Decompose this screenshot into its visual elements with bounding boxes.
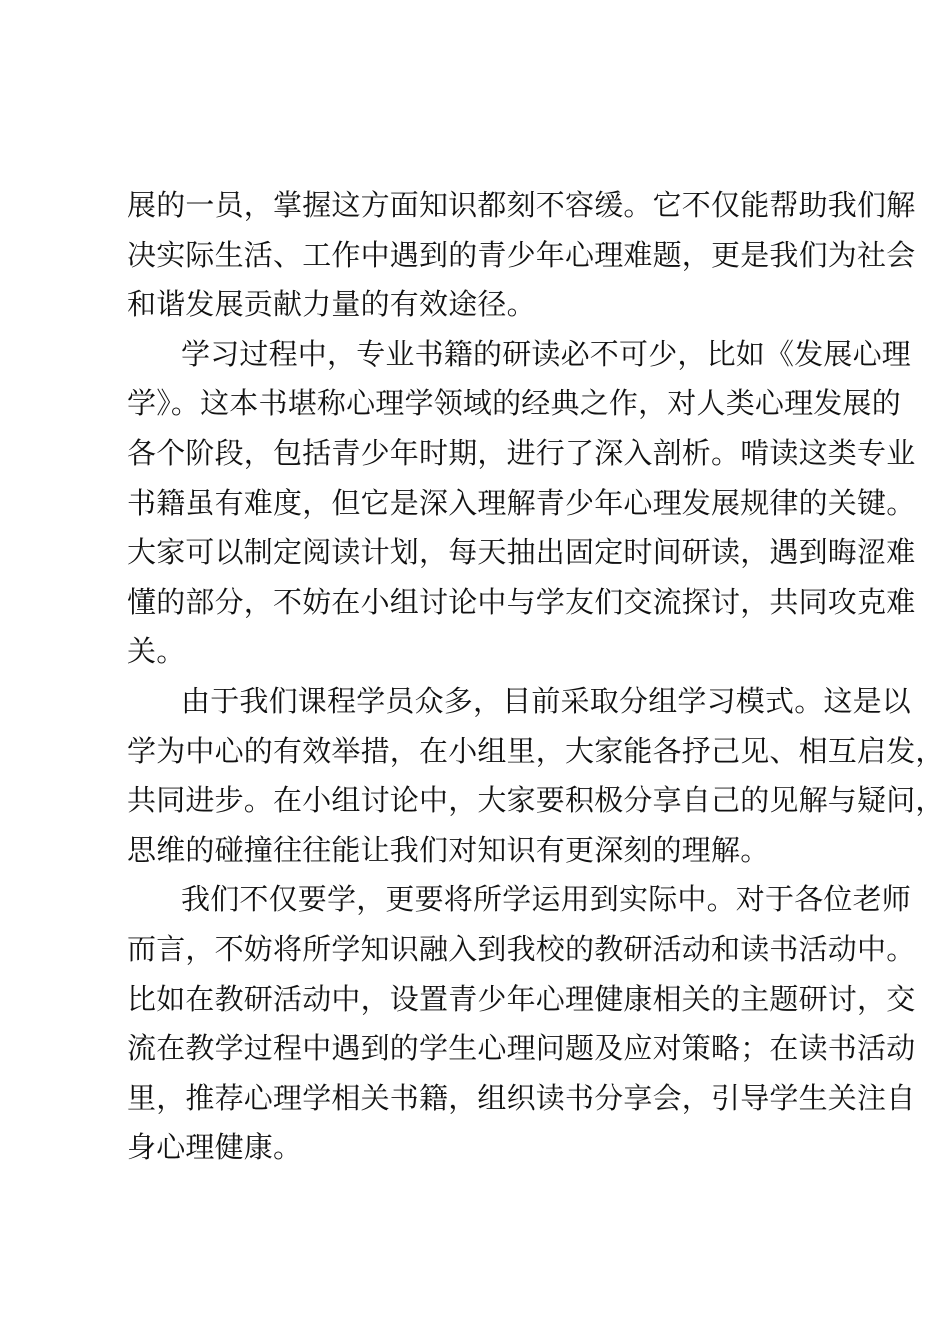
text-line: 由于我们课程学员众多，目前采取分组学习模式。这是以 [181, 683, 912, 718]
text-line: 共同进步。在小组讨论中，大家要积极分享自己的见解与疑问， [127, 783, 945, 818]
text-line: 学习过程中，专业书籍的研读必不可少，比如《发展心理 [181, 336, 912, 371]
text-line: 我们不仅要学，更要将所学运用到实际中。对于各位老师 [181, 882, 912, 917]
text-line: 懂的部分，不妨在小组讨论中与学友们交流探讨，共同攻克难 [127, 584, 916, 619]
text-line: 决实际生活、工作中遇到的青少年心理难题，更是我们为社会 [127, 237, 916, 272]
text-line: 身心理健康。 [127, 1130, 303, 1165]
text-line: 展的一员，掌握这方面知识都刻不容缓。它不仅能帮助我们解 [127, 188, 916, 222]
text-line: 大家可以制定阅读计划，每天抽出固定时间研读，遇到晦涩难 [127, 535, 916, 570]
document-body [127, 181, 945, 1173]
text-line: 里，推荐心理学相关书籍，组织读书分享会，引导学生关注自 [127, 1080, 916, 1115]
text-line: 思维的碰撞往往能让我们对知识有更深刻的理解。 [127, 832, 770, 867]
text-line: 和谐发展贡献力量的有效途径。 [127, 287, 536, 322]
paragraph-1 [127, 181, 916, 330]
text-line: 书籍虽有难度，但它是深入理解青少年心理发展规律的关键。 [127, 485, 916, 520]
text-line: 学》。这本书堪称心理学领域的经典之作，对人类心理发展的 [127, 386, 901, 421]
paragraph-2 [127, 330, 916, 677]
text-line: 各个阶段，包括青少年时期，进行了深入剖析。啃读这类专业 [127, 435, 916, 470]
text-line: 而言，不妨将所学知识融入到我校的教研活动和读书活动中。 [127, 931, 916, 966]
paragraph-4 [127, 875, 916, 1173]
text-line: 关。 [127, 634, 186, 669]
text-line: 流在教学过程中遇到的学生心理问题及应对策略；在读书活动 [127, 1031, 916, 1066]
text-line: 学为中心的有效举措，在小组里，大家能各抒己见、相互启发， [127, 733, 945, 768]
text-line: 比如在教研活动中，设置青少年心理健康相关的主题研讨，交 [127, 981, 916, 1016]
paragraph-3 [127, 677, 945, 875]
